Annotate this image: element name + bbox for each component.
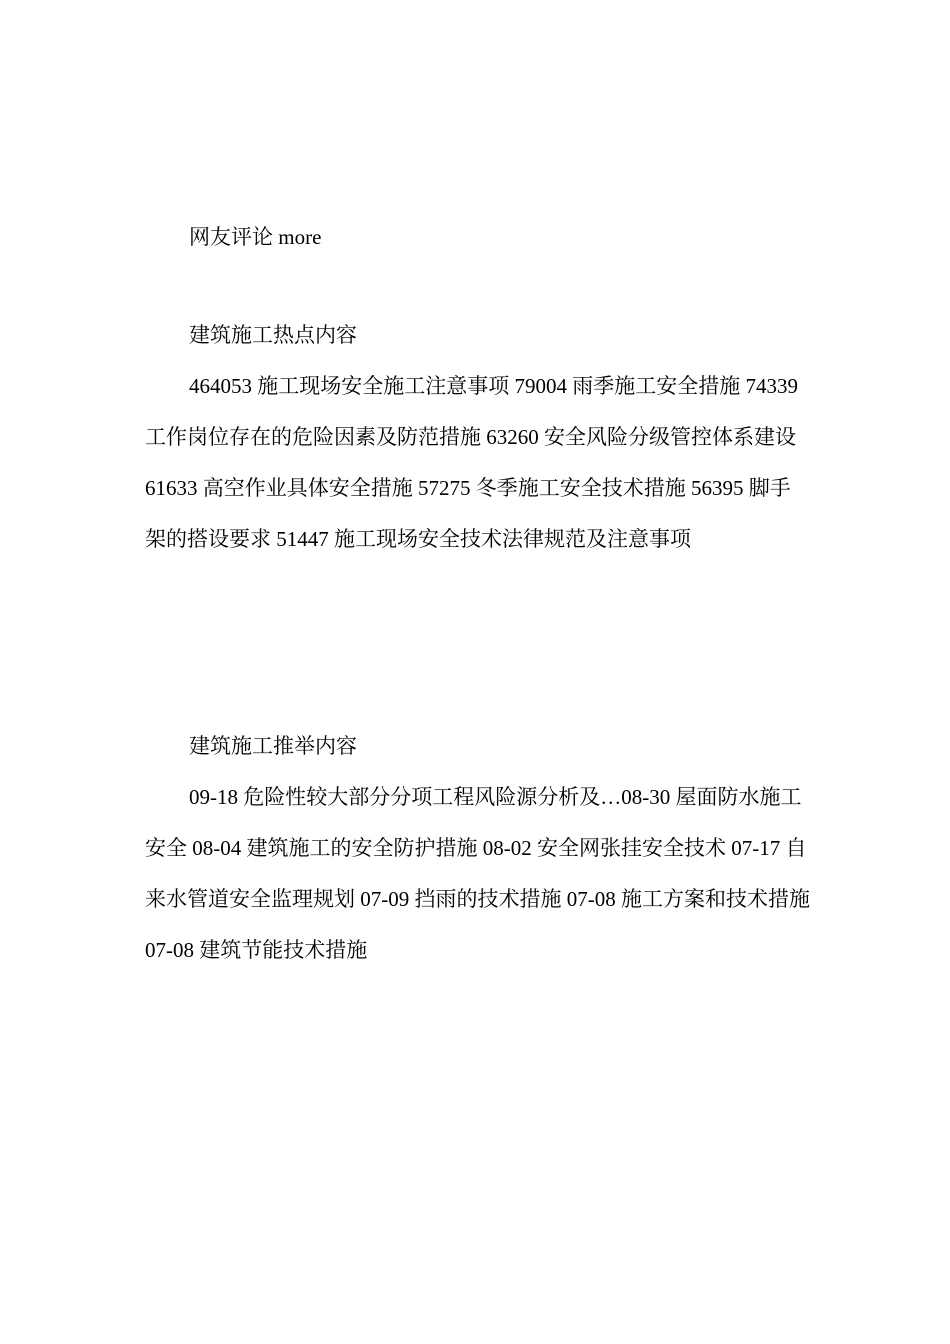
recommended-content-heading: 建筑施工推举内容 xyxy=(189,734,357,758)
hot-content-list: 464053 施工现场安全施工注意事项 79004 雨季施工安全措施 74339 工作岗位存在的危险因素及防范措施 63260 安全风险分级管控体系建设 61633 高空作业具体安全措施 57275 冬季施工安全技术措施 56395 脚手架的搭设要求 51447 施工现场安全技术法律规范及注意事项 xyxy=(145,374,798,551)
recommended-content-list: 09-18 危险性较大部分分项工程风险源分析及…08-30 屋面防水施工安全 08-04 建筑施工的安全防护措施 08-02 安全网张挂安全技术 07-17 自来水管道安全监理规划 07-09 挡雨的技术措施 07-08 施工方案和技术措施 07-08 建筑节能技术措施 xyxy=(145,785,810,962)
hot-content-heading: 建筑施工热点内容 xyxy=(189,323,357,347)
comments-more-link[interactable]: 网友评论 more xyxy=(189,225,322,249)
